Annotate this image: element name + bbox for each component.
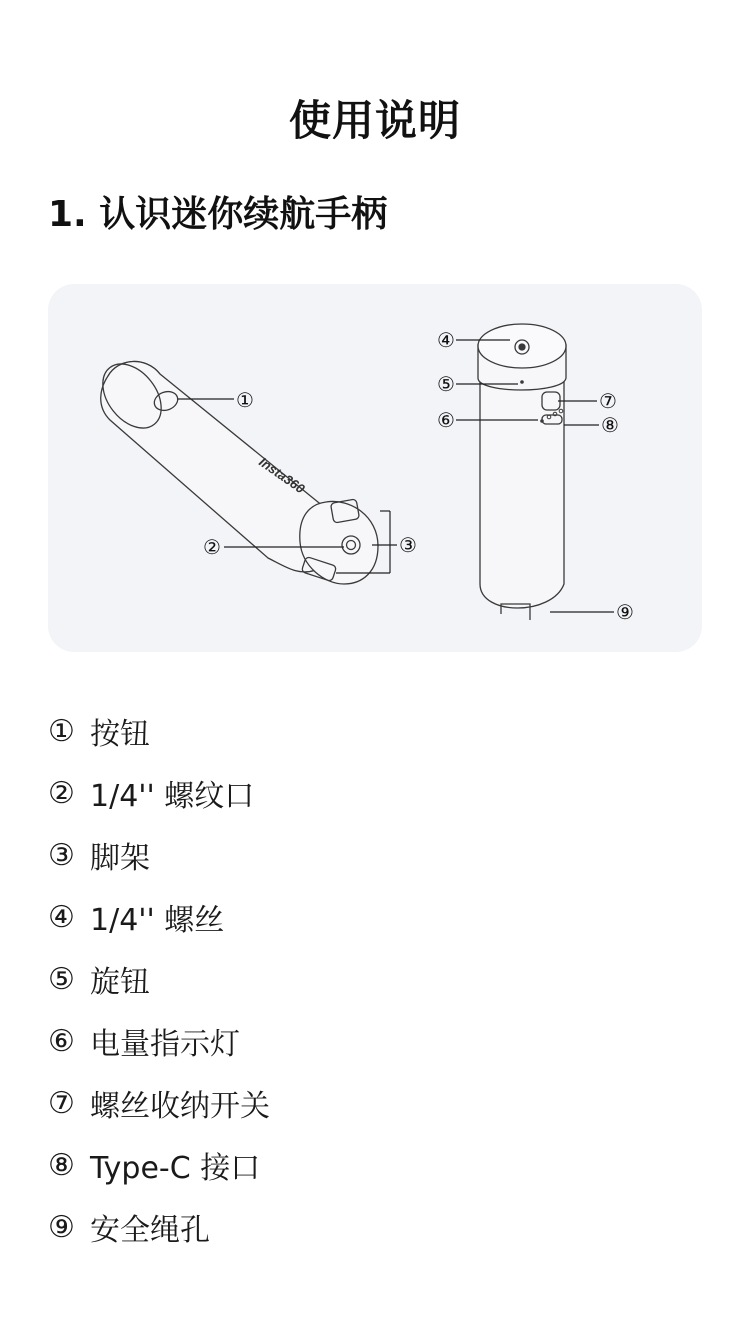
legend-marker: ⑤: [48, 961, 75, 997]
callout-3: ③: [399, 533, 417, 557]
legend-text: 脚架: [90, 841, 150, 876]
legend-item: [48, 948, 270, 1010]
legend-marker: ①: [48, 713, 75, 749]
section-title: 1. 认识迷你续航手柄: [48, 194, 388, 235]
callout-8: ⑧: [601, 413, 619, 437]
callout-1: ①: [236, 388, 254, 412]
legend-text: 安全绳孔: [90, 1213, 210, 1248]
legend-text: 螺丝收纳开关: [90, 1089, 270, 1124]
legend-marker: ③: [48, 837, 75, 873]
callout-4: ④: [437, 328, 455, 352]
legend-marker: ②: [48, 775, 75, 811]
legend-text: 按钮: [90, 717, 150, 752]
legend-marker: ⑥: [48, 1023, 75, 1059]
legend-text: Type-C 接口: [90, 1151, 261, 1186]
callout-5: ⑤: [437, 372, 455, 396]
legend-text: 电量指示灯: [90, 1027, 240, 1062]
legend-text: 1/4'' 螺丝: [90, 903, 225, 938]
grip-right-illustration: [478, 324, 566, 620]
callout-7: ⑦: [599, 389, 617, 413]
legend-item: [48, 1010, 270, 1072]
legend-item: [48, 1072, 270, 1134]
callout-6: ⑥: [437, 408, 455, 432]
page-title: 使用说明: [288, 96, 461, 145]
legend-marker: ⑧: [48, 1147, 75, 1183]
legend-item: [48, 700, 270, 762]
product-diagram: [48, 284, 702, 652]
callout-2: ②: [203, 535, 221, 559]
product-diagram-panel: [48, 284, 702, 652]
legend-item: [48, 1134, 270, 1196]
brand-label: Insta360: [256, 454, 308, 497]
legend-text: 旋钮: [90, 965, 150, 1000]
legend-marker: ④: [48, 899, 75, 935]
legend-marker: ⑦: [48, 1085, 75, 1121]
callout-9: ⑨: [616, 600, 634, 624]
legend-item: [48, 762, 270, 824]
legend-text: 1/4'' 螺纹口: [90, 779, 255, 814]
legend-marker: ⑨: [48, 1209, 75, 1245]
legend-item: [48, 886, 270, 948]
parts-legend: [48, 700, 270, 1258]
legend-item: [48, 824, 270, 886]
grip-left-illustration: [91, 353, 378, 584]
legend-item: [48, 1196, 270, 1258]
